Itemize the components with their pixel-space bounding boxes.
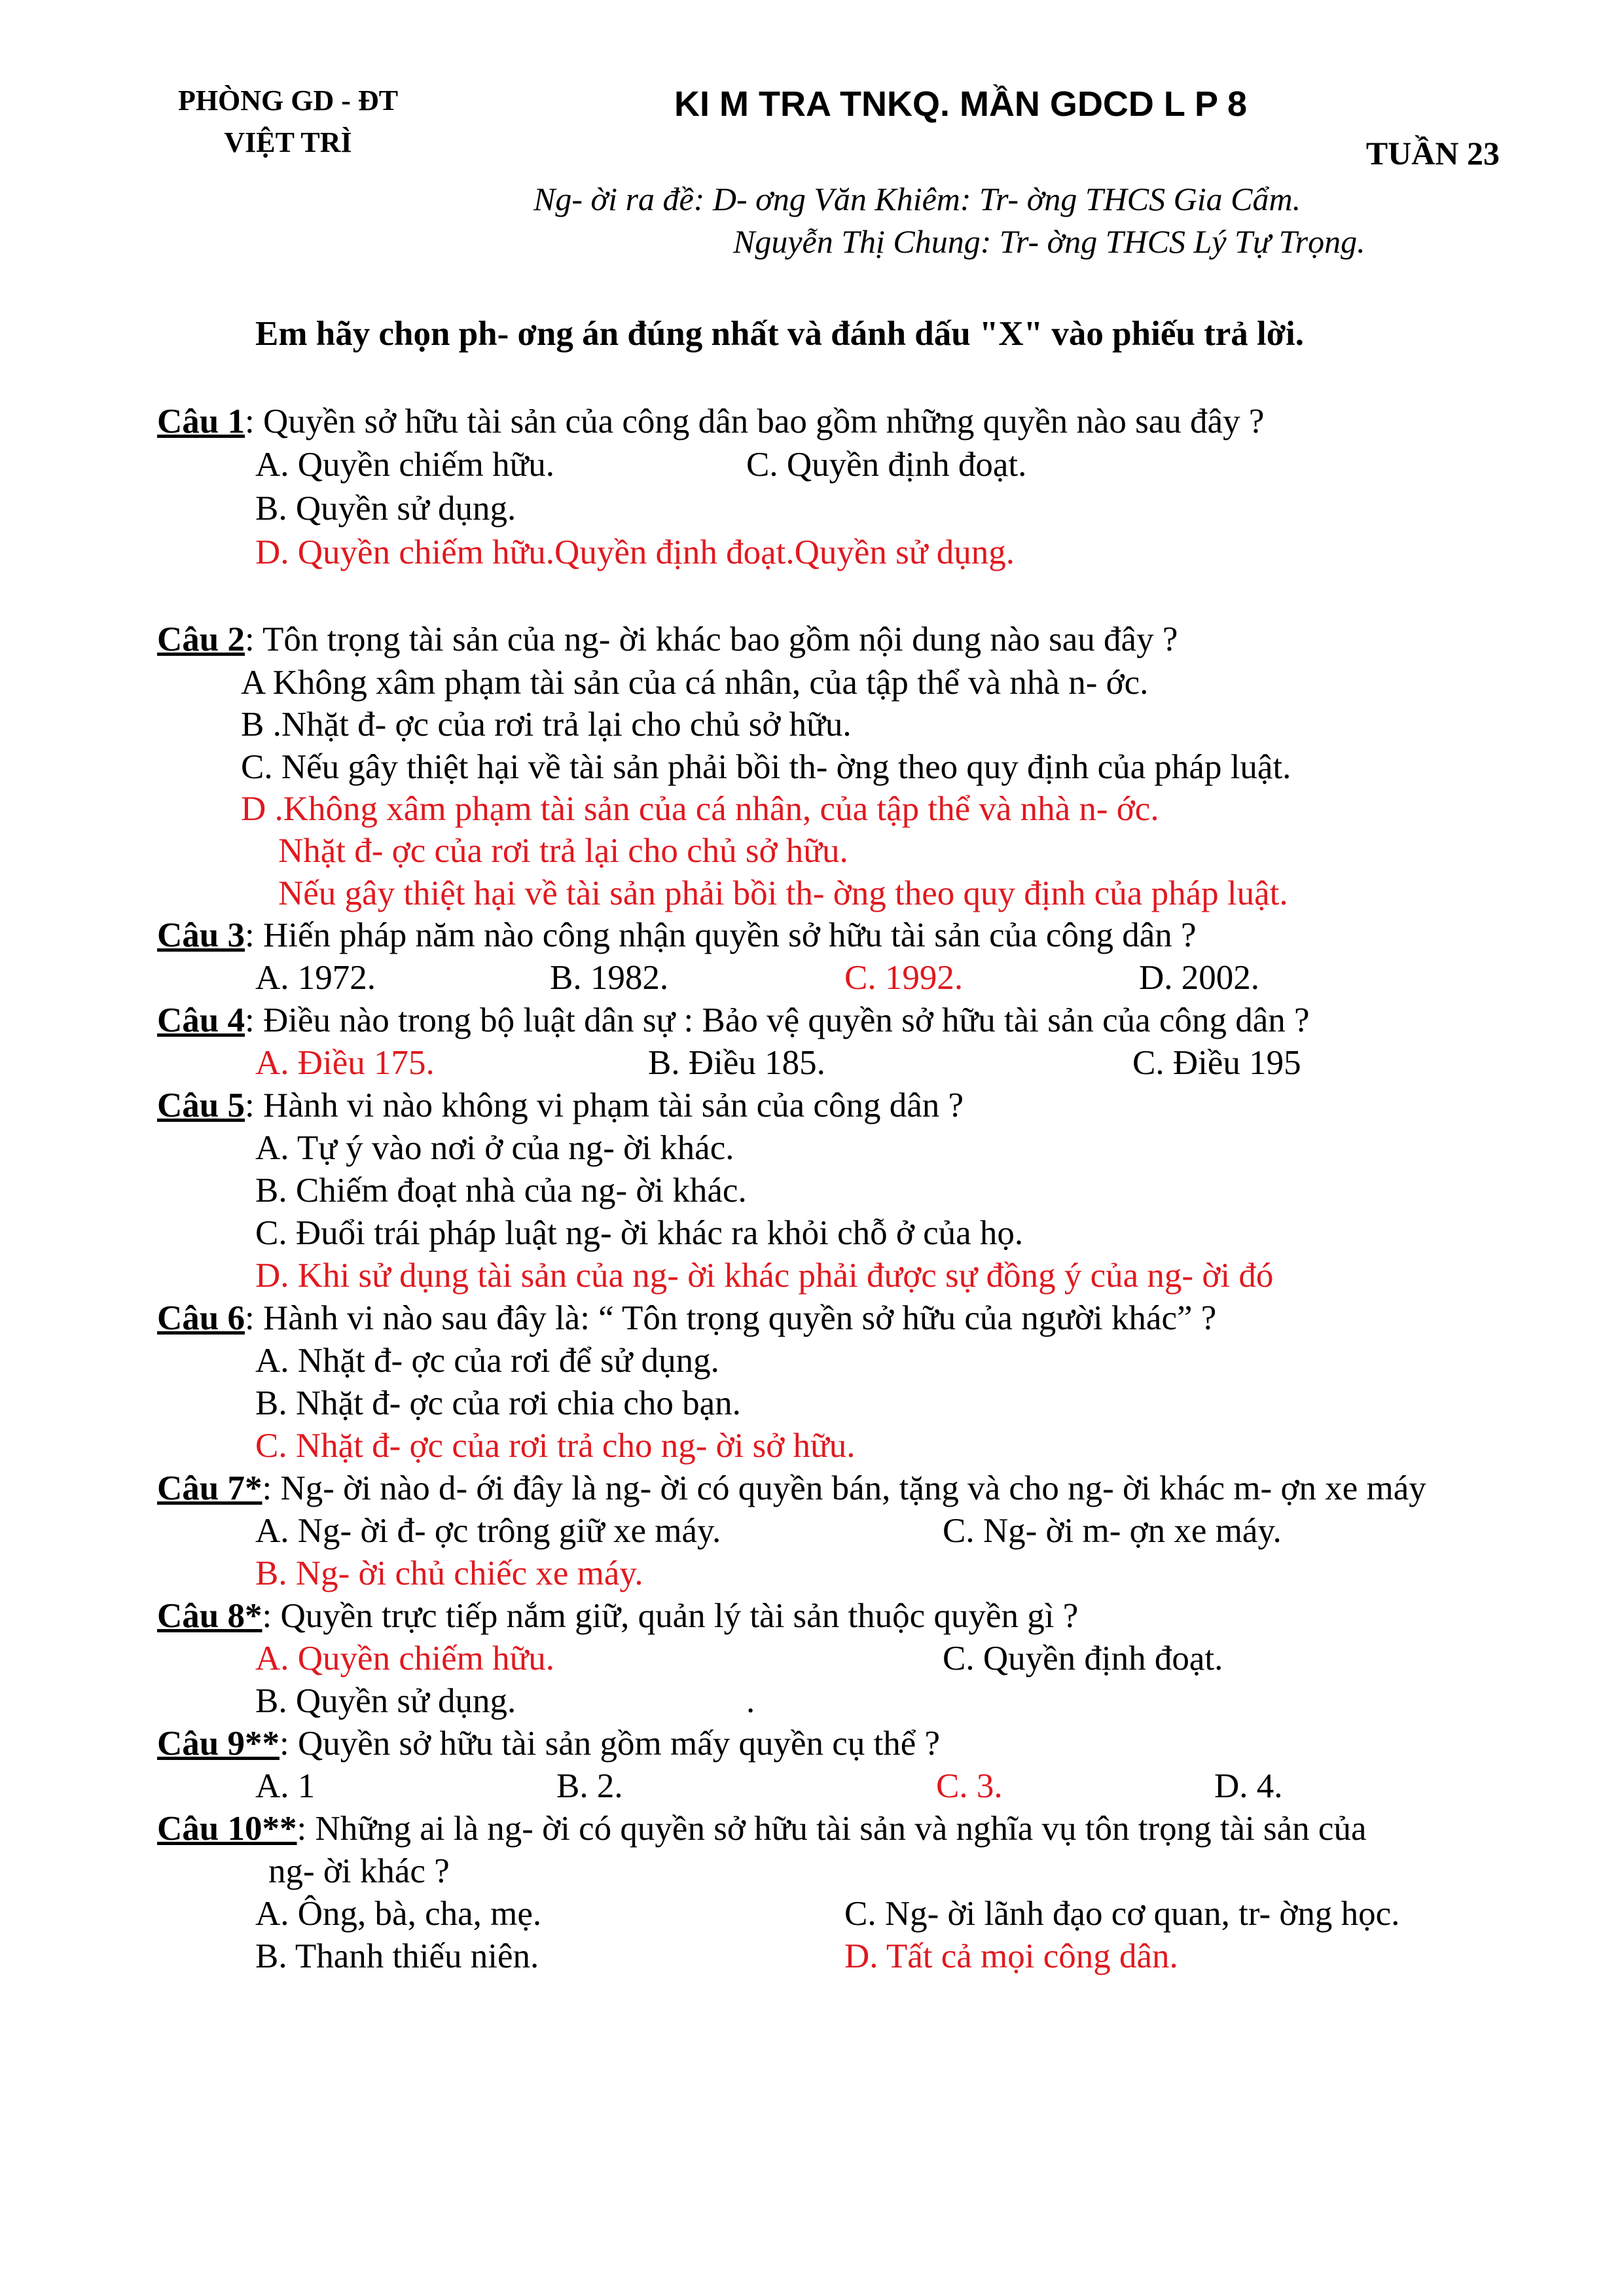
q2-option-c: C. Nếu gây thiệt hại về tài sản phải bồi th- ờng theo quy định của pháp luật.: [241, 748, 1291, 786]
question-text: : Quyền sở hữu tài sản gồm mấy quyền cụ thể ?: [280, 1725, 941, 1763]
question-7: [157, 1467, 1426, 1509]
question-10-continuation: ng- ời khác ?: [268, 1852, 450, 1890]
stray-dot: .: [746, 1682, 755, 1720]
q2-option-a: A Không xâm phạm tài sản của cá nhân, của tập thể và nhà n- ớc.: [241, 664, 1149, 702]
q9-option-d: D. 4.: [1214, 1767, 1283, 1805]
question-10: [157, 1808, 1366, 1850]
question-label: Câu 2: [157, 620, 245, 658]
question-text: : Hành vi nào không vi phạm tài sản của công dân ?: [245, 1086, 964, 1124]
question-label: Câu 6: [157, 1299, 245, 1337]
q3-option-c-answer: C. 1992.: [844, 959, 964, 997]
q10-option-c: C. Ng- ời lãnh đạo cơ quan, tr- ờng học.: [844, 1895, 1400, 1933]
question-3: [157, 914, 1197, 956]
question-label: Câu 7*: [157, 1469, 262, 1507]
q8-option-a-answer: A. Quyền chiếm hữu.: [255, 1640, 555, 1677]
question-text: : Hành vi nào sau đây là: “ Tôn trọng quyền sở hữu của người khác” ?: [245, 1299, 1217, 1337]
q4-option-a-answer: A. Điều 175.: [255, 1044, 435, 1082]
q5-option-a: A. Tự ý vào nơi ở của ng- ời khác.: [255, 1129, 734, 1167]
question-6: [157, 1297, 1216, 1339]
q1-option-a: A. Quyền chiếm hữu.: [255, 446, 555, 484]
question-text: : Quyền trực tiếp nắm giữ, quản lý tài sản thuộc quyền gì ?: [262, 1597, 1079, 1635]
question-text: : Ng- ời nào d- ới đây là ng- ời có quyền bán, tặng và cho ng- ời khác m- ợn xe máy: [262, 1469, 1426, 1507]
q6-option-c-answer: C. Nhặt đ- ợc của rơi trả cho ng- ời sở hữu.: [255, 1427, 856, 1465]
author-line-2: Nguyễn Thị Chung: Tr- ờng THCS Lý Tự Trọng.: [733, 223, 1365, 260]
question-text: : Hiến pháp năm nào công nhận quyền sở hữu tài sản của công dân ?: [245, 916, 1197, 954]
q9-option-b: B. 2.: [556, 1767, 623, 1805]
q6-option-a: A. Nhặt đ- ợc của rơi để sử dụng.: [255, 1342, 719, 1380]
q1-option-c: C. Quyền định đoạt.: [746, 446, 1027, 484]
question-4: [157, 999, 1310, 1041]
q9-option-a: A. 1: [255, 1767, 316, 1805]
department-line-2: VIỆT TRÌ: [224, 126, 352, 158]
q4-option-b: B. Điều 185.: [648, 1044, 825, 1082]
q1-option-b: B. Quyền sử dụng.: [255, 490, 516, 528]
question-text: : Tôn trọng tài sản của ng- ời khác bao gồm nội dung nào sau đây ?: [245, 620, 1178, 658]
question-5: [157, 1085, 964, 1126]
q3-option-a: A. 1972.: [255, 959, 376, 997]
q8-option-b: B. Quyền sử dụng.: [255, 1682, 516, 1720]
q3-option-b: B. 1982.: [550, 959, 669, 997]
instruction: Em hãy chọn ph- ơng án đúng nhất và đánh dấu "X" vào phiếu trả lời.: [255, 315, 1305, 353]
q8-option-c: C. Quyền định đoạt.: [943, 1640, 1223, 1677]
department-line-1: PHÒNG GD - ĐT: [177, 84, 399, 117]
question-label: Câu 1: [157, 403, 245, 440]
question-label: Câu 3: [157, 916, 245, 954]
question-label: Câu 4: [157, 1001, 245, 1039]
q2-option-b: B .Nhặt đ- ợc của rơi trả lại cho chủ sở hữu.: [241, 706, 852, 744]
question-label: Câu 9**: [157, 1725, 280, 1763]
q10-option-b: B. Thanh thiếu niên.: [255, 1937, 539, 1975]
q10-option-d-answer: D. Tất cả mọi công dân.: [844, 1937, 1178, 1975]
week-label: TUẦN 23: [1365, 135, 1500, 171]
q5-option-d-answer: D. Khi sử dụng tài sản của ng- ời khác phải được sự đồng ý của ng- ời đó: [255, 1257, 1274, 1295]
question-label: Câu 5: [157, 1086, 245, 1124]
q1-option-d-answer: D. Quyền chiếm hữu.Quyền định đoạt.Quyền sử dụng.: [255, 533, 1015, 571]
q6-option-b: B. Nhặt đ- ợc của rơi chia cho bạn.: [255, 1384, 741, 1422]
question-2: [157, 619, 1178, 660]
q7-option-a: A. Ng- ời đ- ợc trông giữ xe máy.: [255, 1512, 721, 1550]
q2-option-d-answer-line-3: Nếu gây thiệt hại về tài sản phải bồi th- ờng theo quy định của pháp luật.: [278, 874, 1288, 912]
q4-option-c: C. Điều 195: [1132, 1044, 1301, 1082]
q10-option-a: A. Ông, bà, cha, mẹ.: [255, 1895, 542, 1933]
page-title: KI M TRA TNKQ. MẦN GDCD L P 8: [674, 84, 1248, 124]
q7-option-c: C. Ng- ời m- ợn xe máy.: [943, 1512, 1282, 1550]
author-line-1: Ng- ời ra đề: D- ơng Văn Khiêm: Tr- ờng THCS Gia Cẩm.: [533, 181, 1301, 217]
q5-option-b: B. Chiếm đoạt nhà của ng- ời khác.: [255, 1172, 747, 1210]
q2-option-d-answer: D .Không xâm phạm tài sản của cá nhân, của tập thể và nhà n- ớc.: [241, 790, 1159, 828]
q7-option-b-answer: B. Ng- ời chủ chiếc xe máy.: [255, 1554, 643, 1592]
question-8: [157, 1595, 1078, 1637]
question-label: Câu 10**: [157, 1810, 297, 1848]
question-text: : Điều nào trong bộ luật dân sự : Bảo vệ quyền sở hữu tài sản của công dân ?: [245, 1001, 1310, 1039]
q9-option-c-answer: C. 3.: [936, 1767, 1003, 1805]
q2-option-d-answer-line-2: Nhặt đ- ợc của rơi trả lại cho chủ sở hữu.: [278, 832, 848, 870]
question-1: [157, 401, 1264, 442]
question-text: : Những ai là ng- ời có quyền sở hữu tài sản và nghĩa vụ tôn trọng tài sản của: [297, 1810, 1367, 1848]
q5-option-c: C. Đuổi trái pháp luật ng- ời khác ra khỏi chỗ ở của họ.: [255, 1214, 1024, 1252]
q3-option-d: D. 2002.: [1139, 959, 1260, 997]
question-text: : Quyền sở hữu tài sản của công dân bao gồm những quyền nào sau đây ?: [245, 403, 1265, 440]
question-label: Câu 8*: [157, 1597, 262, 1635]
question-9: [157, 1723, 940, 1765]
